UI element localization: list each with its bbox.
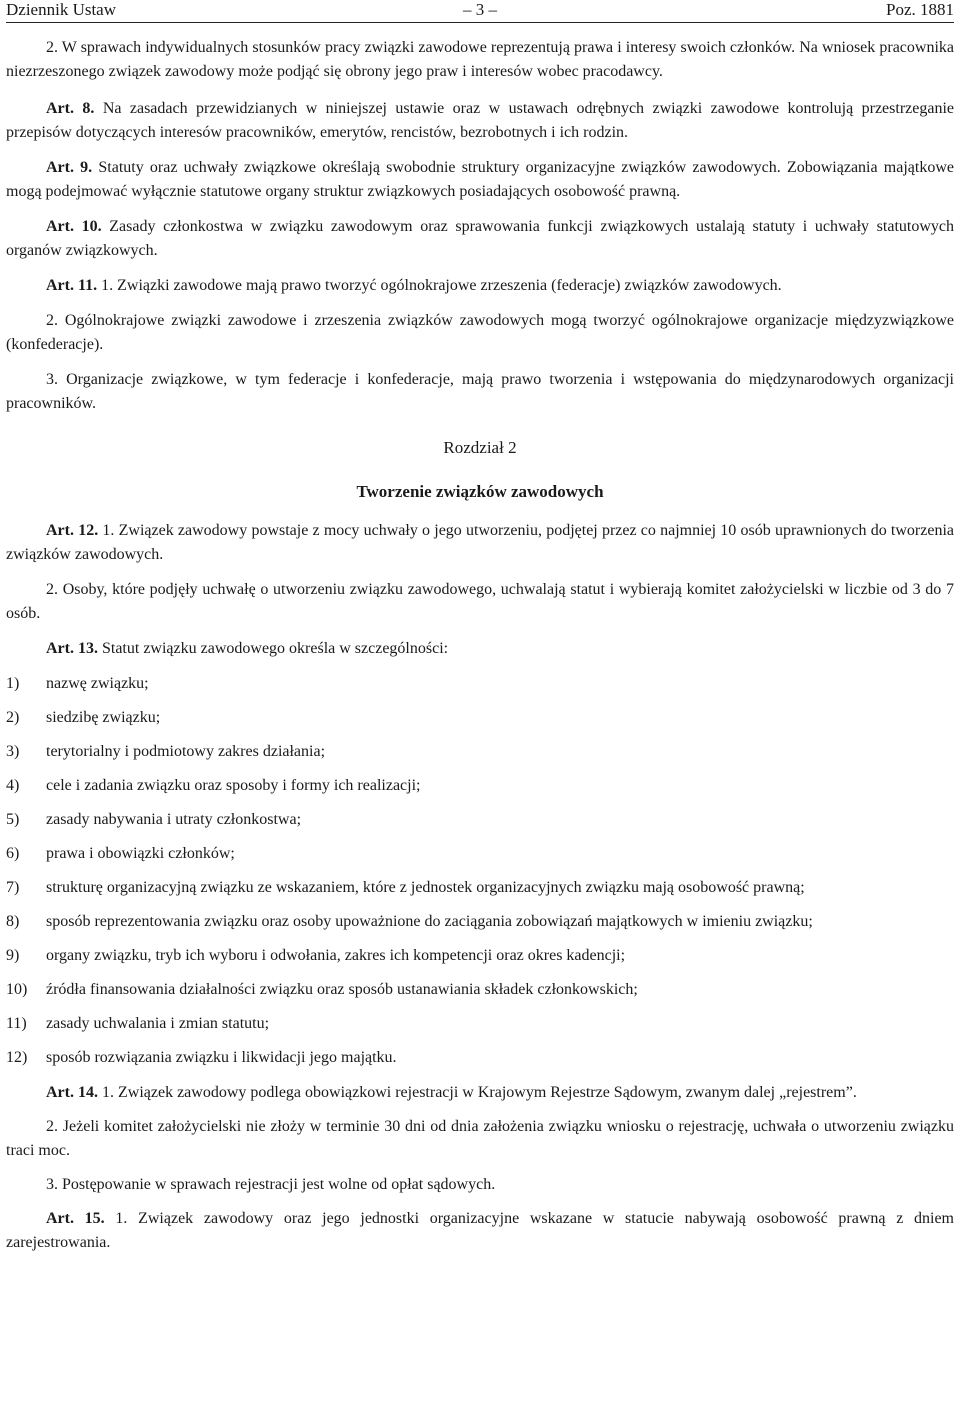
article-14-paragraph-3: 3. Postępowanie w sprawach rejestracji jest wolne od opłat sądowych. [46, 1176, 496, 1193]
article-13-intro [6, 637, 954, 661]
article-14-paragraph-1 [6, 1081, 954, 1105]
article-12-p1-text: 1. Związek zawodowy powstaje z mocy uchwały o jego utworzeniu, podjętej przez co najmniej 10 osób uprawnionych do tworzenia związków zawodowych. [6, 522, 955, 563]
article-10-text: Zasady członkostwa w związku zawodowym oraz sprawowania funkcji związkowych ustalają statuty i uchwały statutowych organów związkowych. [6, 218, 955, 259]
list-item-number: 7) [6, 879, 20, 896]
list-item-number: 5) [6, 811, 20, 828]
article-13-label: Art. 13. [46, 640, 98, 657]
list-item-text: strukturę organizacyjną związku ze wskazaniem, które z jednostek organizacyjnych związku mają osobowość prawną; [46, 879, 805, 896]
list-item-text: nazwę związku; [46, 675, 149, 692]
page-header [6, 0, 954, 23]
article-11-label: Art. 11. [46, 277, 98, 294]
list-item [6, 1046, 954, 1070]
article-11-paragraph-3: 3. Organizacje związkowe, w tym federacje i konfederacje, mają prawo tworzenia i wstępowania do międzynarodowych organizacji pracowników. [6, 371, 954, 412]
article-15-p1-text: 1. Związek zawodowy oraz jego jednostki organizacyjne wskazane w statucie nabywają osobowość prawną z dniem zarejestrowania. [6, 1210, 954, 1251]
position-number: Poz. 1881 [886, 0, 954, 19]
article-14-label: Art. 14. [46, 1084, 98, 1101]
list-item [6, 740, 954, 764]
list-item [6, 944, 954, 968]
list-item-text: zasady nabywania i utraty członkostwa; [46, 811, 302, 828]
list-item [6, 842, 954, 866]
article-12-paragraph-1 [6, 519, 954, 567]
list-item [6, 672, 954, 696]
list-item-number: 8) [6, 913, 20, 930]
article-10 [6, 215, 954, 263]
journal-title: Dziennik Ustaw [6, 0, 117, 19]
list-item-number: 11) [6, 1015, 27, 1032]
article-15-paragraph-1 [6, 1207, 954, 1255]
article-14-p1-text: 1. Związek zawodowy podlega obowiązkowi rejestracji w Krajowym Rejestrze Sądowym, zwanym dalej „rejestrem”. [97, 1084, 857, 1101]
article-8 [6, 97, 954, 145]
list-item-number: 6) [6, 845, 20, 862]
list-item-text: sposób rozwiązania związku i likwidacji jego majątku. [46, 1049, 397, 1066]
list-item-text: cele i zadania związku oraz sposoby i formy ich realizacji; [46, 777, 421, 794]
list-item [6, 876, 954, 900]
article-8-text: Na zasadach przewidzianych w niniejszej ustawie oraz w ustawach odrębnych związki zawodowe kontrolują przestrzeganie przepisów dotyczących interesów pracowników, emerytów, rencistów, bezrobotnych i ich rodzin. [6, 100, 955, 141]
article-9 [6, 156, 954, 204]
article-13-list [6, 672, 954, 1070]
list-item-number: 10) [6, 981, 28, 998]
list-item-text: zasady uchwalania i zmian statutu; [46, 1015, 270, 1032]
article-11-paragraph-2: 2. Ogólnokrajowe związki zawodowe i zrzeszenia związków zawodowych mogą tworzyć ogólnokrajowe organizacje międzyzwiązkowe (konfederacje). [6, 312, 954, 353]
article-13-intro-text: Statut związku zawodowego określa w szczególności: [97, 640, 449, 657]
list-item-text: prawa i obowiązki członków; [46, 845, 235, 862]
list-item-text: terytorialny i podmiotowy zakres działania; [46, 743, 326, 760]
list-item-number: 3) [6, 743, 20, 760]
list-item [6, 706, 954, 730]
article-12-label: Art. 12. [46, 522, 99, 539]
article-14-paragraph-2: 2. Jeżeli komitet założycielski nie złoży w terminie 30 dni od dnia założenia związku wniosku o rejestrację, uchwała o utworzeniu związku traci moc. [6, 1118, 954, 1159]
list-item-text: sposób reprezentowania związku oraz osoby upoważnione do zaciągania zobowiązań majątkowych w imieniu związku; [46, 913, 813, 930]
article-9-label: Art. 9. [46, 159, 93, 176]
list-item-number: 4) [6, 777, 20, 794]
list-item [6, 808, 954, 832]
list-item-text: siedzibę związku; [46, 709, 161, 726]
list-item-number: 9) [6, 947, 20, 964]
list-item [6, 774, 954, 798]
list-item [6, 978, 954, 1002]
article-11-paragraph-1 [6, 274, 954, 298]
article-12-paragraph-2: 2. Osoby, które podjęły uchwałę o utworzeniu związku zawodowego, uchwalają statut i wybierają komitet założycielski w liczbie od 3 do 7 osób. [6, 581, 954, 622]
article-11-p1-text: 1. Związki zawodowe mają prawo tworzyć ogólnokrajowe zrzeszenia (federacje) związków zawodowych. [97, 277, 782, 294]
list-item [6, 1012, 954, 1036]
article-9-text: Statuty oraz uchwały związkowe określają swobodnie struktury organizacyjne związków zawodowych. Zobowiązania majątkowe mogą podejmować wyłącznie statutowe organy struktur związkowych posiadających osobowość prawną. [6, 159, 954, 200]
article-15-label: Art. 15. [46, 1210, 105, 1227]
art7-paragraph-2: 2. W sprawach indywidualnych stosunków pracy związki zawodowe reprezentują prawa i interesy swoich członków. Na wniosek pracownika niezrzeszonego związek zawodowy może podjąć się obrony jego praw i interesów wobec pracodawcy. [6, 39, 954, 80]
chapter-title: Tworzenie związków zawodowych [356, 482, 604, 501]
list-item [6, 910, 954, 934]
list-item-text: źródła finansowania działalności związku oraz sposób ustanawiania składek członkowskich; [46, 981, 638, 998]
article-10-label: Art. 10. [46, 218, 102, 235]
list-item-text: organy związku, tryb ich wyboru i odwołania, zakres ich kompetencji oraz okres kadencji; [46, 947, 626, 964]
page-number: – 3 – [463, 0, 497, 19]
chapter-number: Rozdział 2 [443, 438, 517, 457]
list-item-number: 12) [6, 1049, 28, 1066]
article-8-label: Art. 8. [46, 100, 95, 117]
list-item-number: 1) [6, 675, 20, 692]
list-item-number: 2) [6, 709, 20, 726]
